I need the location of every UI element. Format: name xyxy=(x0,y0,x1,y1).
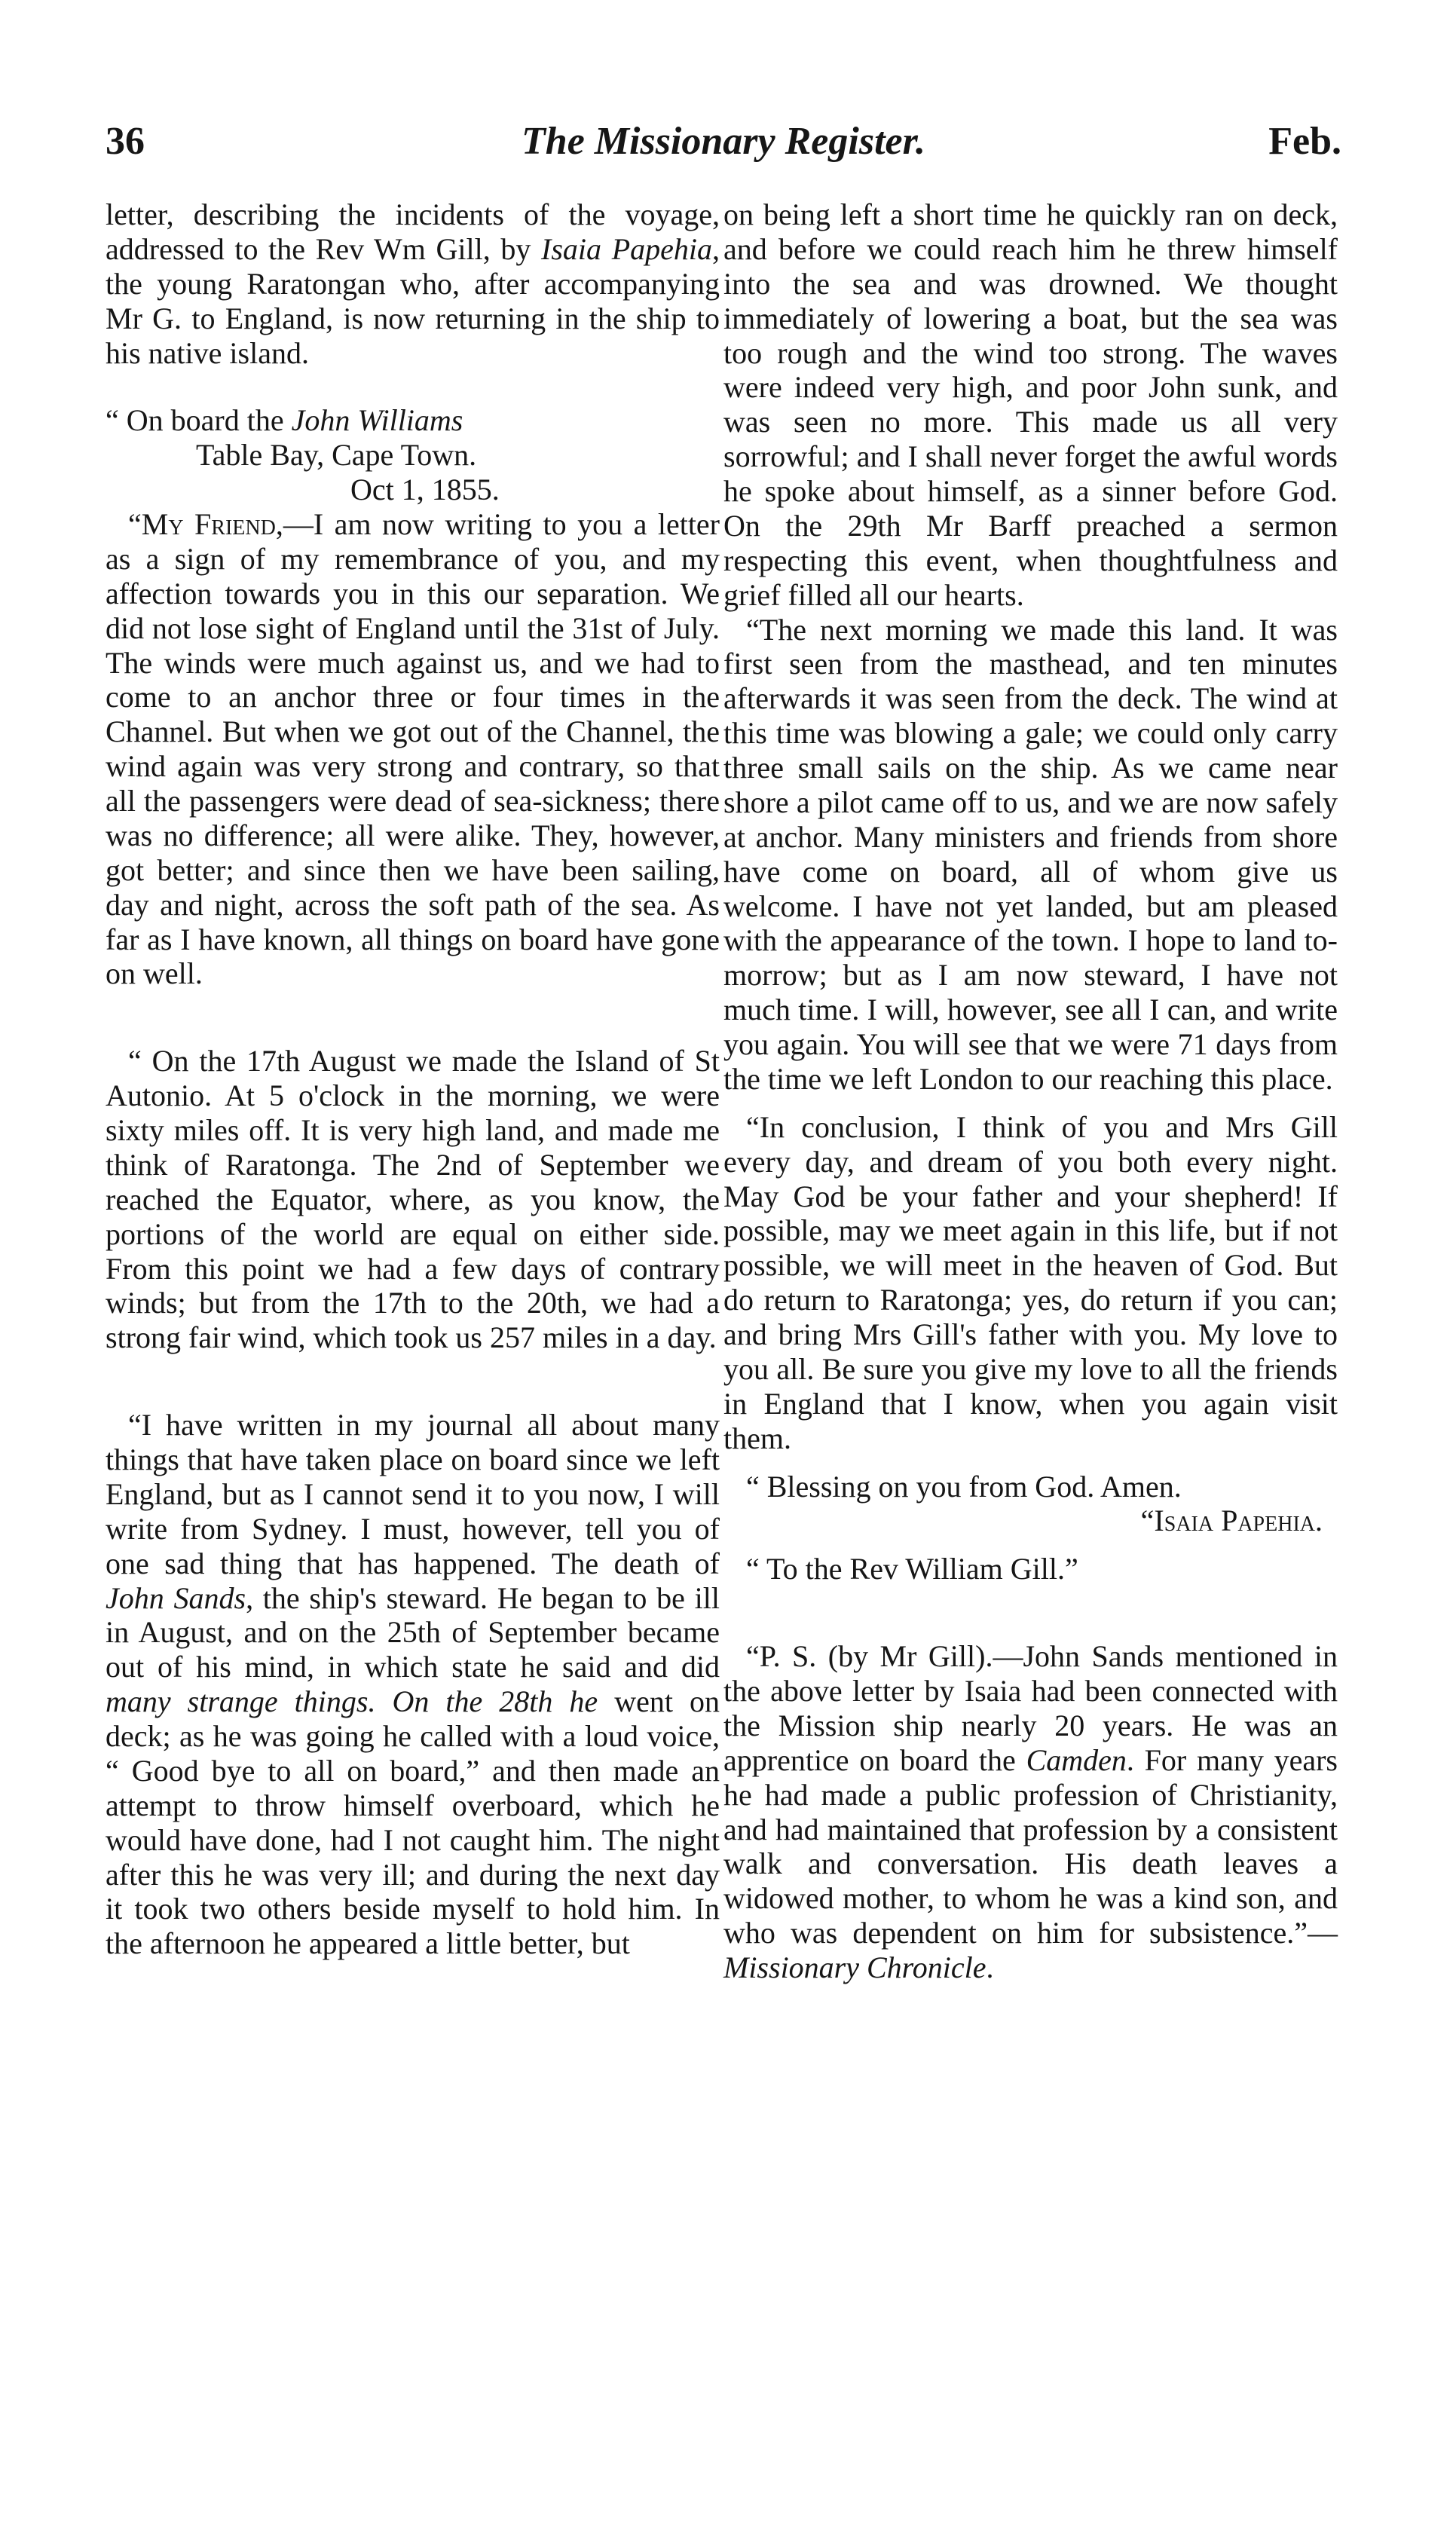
letter-paragraph-3-text-3: went on deck; as he was going he called with a loud voice, “ Good bye to all on board,” and then made an attempt to throw himself overboard, which he would have done, had I not caught him. The night after this he was very ill; and during the next day it took two others beside myself to hold him. In the afternoon he appeared a little better, but xyxy=(106,1684,720,1961)
signature: “Isaia Papehia. xyxy=(1140,1504,1323,1538)
steward-name: John Sands xyxy=(106,1580,246,1615)
intro-paragraph xyxy=(106,197,720,370)
ship-name: John Williams xyxy=(291,403,463,438)
letter-paragraph-4: “The next morning we made this land. It was first seen from the masthead, and ten minutes afterwards it was seen from the deck. The wind at this time was blowing a gale; we could only carry three small sails on the ship. As we came near shore a pilot came off to us, and we are now safely at anchor. Many ministers and friends from shore have come on board, all of whom give us welcome. I have not yet landed, but am pleased with the appearance of the town. I hope to land to-morrow; but as I am now steward, I have not much time. I will, however, see all I can, and write you again. You will see that we were 71 days from the time we left London to our reaching this place. xyxy=(723,612,1338,1096)
postscript-text-3: . xyxy=(986,1950,994,1984)
page-number: 36 xyxy=(106,120,145,163)
salutation: “My Friend, xyxy=(128,507,283,541)
letter-dateline xyxy=(106,403,720,507)
source-title: Missionary Chronicle xyxy=(723,1950,986,1984)
author-name: Isaia Papehia xyxy=(541,231,712,266)
right-column xyxy=(723,197,1338,1985)
intro-text-2: , the young Raratongan who, after accompanying Mr G. to England, is now returning in the ship to his native island. xyxy=(106,231,720,370)
letter-paragraph-1-text: —I am now writing to you a letter as a sign of my remembrance of you, and my affection towards you in this our separation. We did not lose sight of England until the 31st of July. The winds were much against us, and we had to come to an anchor three or four times in the Channel. But when we got out of the Channel, the wind again was very strong and contrary, so that all the passengers were dead of sea-sickness; there was no difference; all were alike. They, however, got better; and since then we have been sailing, day and night, across the soft path of the sea. As far as I have known, all things on board have gone on well. xyxy=(106,507,720,991)
intro-text-1: letter, describing the incidents of the voyage, addressed to the Rev Wm Gill, by xyxy=(106,197,720,266)
letter-paragraph-3-text-1: “I have written in my journal all about many things that have taken place on board since we left England, but as I cannot send it to you now, I will write from Sydney. I must, however, tell you of one sad thing that has happened. The death of xyxy=(106,1408,720,1580)
dateline-date: Oct 1, 1855. xyxy=(350,473,500,507)
postscript-text-2: . For many years he had made a public profession of Christianity, and had maintained that profession by a consistent walk and conversation. His death leaves a widowed mother, to whom he was a kind son, and who was dependent on him for subsistence.”— xyxy=(723,1742,1338,1950)
left-column xyxy=(106,197,720,1961)
running-title: The Missionary Register. xyxy=(522,120,925,163)
dateline-ship-line xyxy=(106,403,720,438)
continuation-paragraph: on being left a short time he quickly ran on deck, and before we could reach him he threw himself into the sea and was drowned. We thought immediately of lowering a boat, but the sea was too rough and the wind too strong. The waves were indeed very high, and poor John sunk, and was seen no more. This made us all very sorrowful; and I shall never forget the awful words he spoke about himself, as a sinner before God. On the 29th Mr Barff preached a sermon respecting this event, when thoughtfulness and grief filled all our hearts. xyxy=(723,197,1338,612)
postscript xyxy=(723,1639,1338,1985)
letter-paragraph-3 xyxy=(106,1408,720,1961)
letter-paragraph-5: “In conclusion, I think of you and Mrs Gill every day, and dream of you both every night. May God be your father and your shepherd! If possible, may we meet again in this life, but if not possible, we will meet in the heaven of God. But do return to Raratonga; yes, do return if you can; and bring Mrs Gill's father with you. My love to you all. Be sure you give my love to all the friends in England that I know, when you again visit them. xyxy=(723,1109,1338,1455)
letter-paragraph-1 xyxy=(106,507,720,991)
italic-phrase: many strange things. On the 28th he xyxy=(106,1684,598,1719)
month-label: Feb. xyxy=(1268,120,1341,163)
addressee-line: “ To the Rev William Gill.” xyxy=(746,1552,1078,1586)
camden-ship-name: Camden xyxy=(1026,1742,1127,1777)
letter-paragraph-2: “ On the 17th August we made the Island of St Autonio. At 5 o'clock in the morning, we were sixty miles off. It is very high land, and made me think of Raratonga. The 2nd of September we reached the Equator, where, as you know, the portions of the world are equal on either side. From this point we had a few days of contrary winds; but from the 17th to the 20th, we had a strong fair wind, which took us 257 miles in a day. xyxy=(106,1044,720,1355)
letter-paragraph-3-text-2: , the ship's steward. He began to be ill in August, and on the 25th of September became out of his mind, in which state he said and did xyxy=(106,1580,720,1684)
dateline-prefix: “ On board the xyxy=(106,403,292,438)
page-header xyxy=(106,119,1341,179)
blessing-line: “ Blessing on you from God. Amen. xyxy=(746,1469,1182,1504)
dateline-place: Table Bay, Cape Town. xyxy=(196,438,477,473)
postscript-text-1: “P. S. (by Mr Gill).—John Sands mentioned in the above letter by Isaia had been connected with the Mission ship nearly 20 years. He was an apprentice on board the xyxy=(723,1639,1338,1777)
